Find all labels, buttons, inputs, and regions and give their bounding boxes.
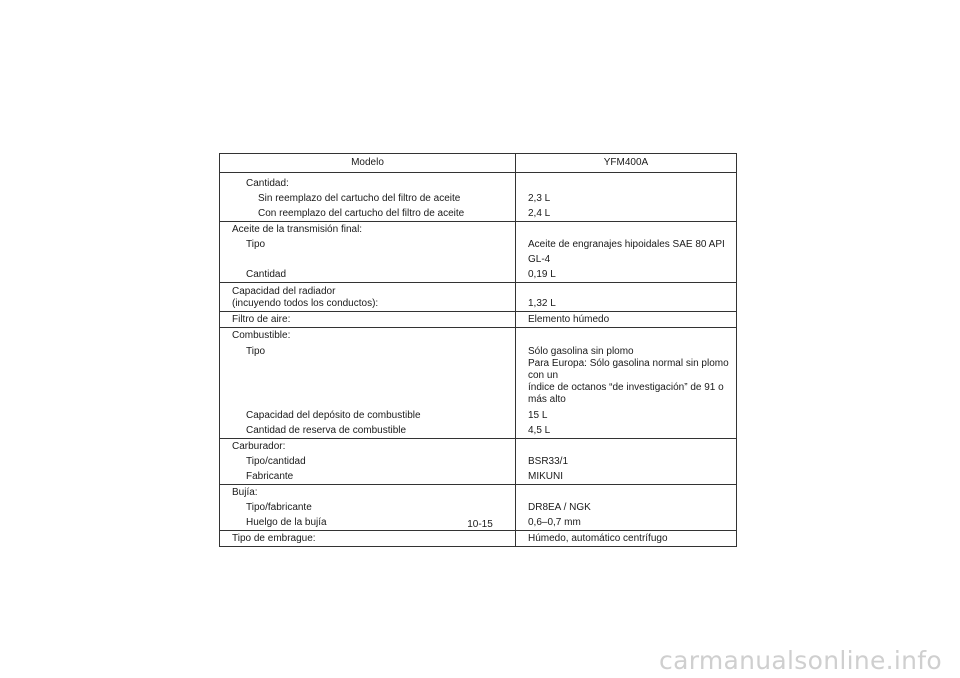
table-row <box>220 500 737 515</box>
bujia-tipo-value: DR8EA / NGK <box>528 502 591 513</box>
radiador-label-line2: (incuyendo todos los conductos): <box>232 298 379 309</box>
bujia-huelgo-value: 0,6–0,7 mm <box>528 517 581 528</box>
table-row <box>220 312 737 328</box>
carburador-tipo-value: BSR33/1 <box>528 456 569 467</box>
combustible-tipo-label: Tipo <box>220 343 516 408</box>
transmision-cantidad-label: Cantidad <box>220 267 516 283</box>
filtro-aire-label: Filtro de aire: <box>220 312 516 328</box>
carburador-tipo-label: Tipo/cantidad <box>220 454 516 469</box>
header-model-value: YFM400A <box>516 154 737 173</box>
cantidad-sin-value: 2,3 L <box>528 193 551 204</box>
header-model-label: Modelo <box>220 154 516 173</box>
table-row <box>220 173 737 192</box>
table-row <box>220 439 737 455</box>
table-row <box>220 267 737 283</box>
section-filtro-aire <box>220 312 737 328</box>
bujia-label: Bujía: <box>220 485 516 501</box>
combustible-deposito-value: 15 L <box>528 410 548 421</box>
cantidad-label: Cantidad: <box>220 173 516 192</box>
combustible-tipo-line3: índice de octanos “de investigación” de 91 o más alto <box>528 382 724 405</box>
radiador-value: 1,32 L <box>528 298 556 309</box>
table-row <box>220 237 737 267</box>
section-carburador <box>220 439 737 485</box>
table-row <box>220 191 737 206</box>
combustible-reserva-label: Cantidad de reserva de combustible <box>220 423 516 439</box>
watermark: carmanualsonline.info <box>659 646 942 675</box>
page-number: 10-15 <box>467 519 493 530</box>
transmision-label: Aceite de la transmisión final: <box>220 222 516 238</box>
section-combustible <box>220 328 737 439</box>
cantidad-con-value: 2,4 L <box>528 208 551 219</box>
transmision-tipo-label: Tipo <box>220 237 516 267</box>
bujia-tipo-label: Tipo/fabricante <box>220 500 516 515</box>
table-row <box>220 423 737 439</box>
combustible-reserva-value: 4,5 L <box>528 425 551 436</box>
combustible-tipo-line1: Sólo gasolina sin plomo <box>528 346 634 357</box>
radiador-label-line1: Capacidad del radiador <box>232 286 336 297</box>
carburador-fabricante-value: MIKUNI <box>528 471 563 482</box>
section-embrague <box>220 531 737 547</box>
table-row <box>220 343 737 408</box>
cantidad-con-label: Con reemplazo del cartucho del filtro de aceite <box>220 206 516 222</box>
table-row <box>220 408 737 423</box>
combustible-deposito-label: Capacidad del depósito de combustible <box>220 408 516 423</box>
table-row <box>220 485 737 501</box>
transmision-tipo-value: Aceite de engranajes hipoidales SAE 80 API GL-4 <box>528 239 725 265</box>
combustible-label: Combustible: <box>220 328 516 344</box>
section-cantidad <box>220 173 737 222</box>
cantidad-sin-label: Sin reemplazo del cartucho del filtro de aceite <box>220 191 516 206</box>
filtro-aire-value: Elemento húmedo <box>528 314 610 325</box>
table-header-row <box>220 154 737 173</box>
combustible-tipo-line2: Para Europa: Sólo gasolina normal sin plomo con un <box>528 358 729 381</box>
table-row <box>220 283 737 312</box>
table-row <box>220 469 737 485</box>
table-row <box>220 531 737 547</box>
spec-table <box>219 153 737 547</box>
transmision-cantidad-value: 0,19 L <box>528 269 556 280</box>
embrague-value: Húmedo, automático centrífugo <box>528 533 668 544</box>
carburador-fabricante-label: Fabricante <box>220 469 516 485</box>
section-transmision <box>220 222 737 283</box>
embrague-label: Tipo de embrague: <box>220 531 516 547</box>
carburador-label: Carburador: <box>220 439 516 455</box>
table-row <box>220 454 737 469</box>
table-row <box>220 206 737 222</box>
section-radiador <box>220 283 737 312</box>
bujia-huelgo-label: Huelgo de la bujía <box>220 515 516 531</box>
table-row <box>220 328 737 344</box>
table-row <box>220 222 737 238</box>
